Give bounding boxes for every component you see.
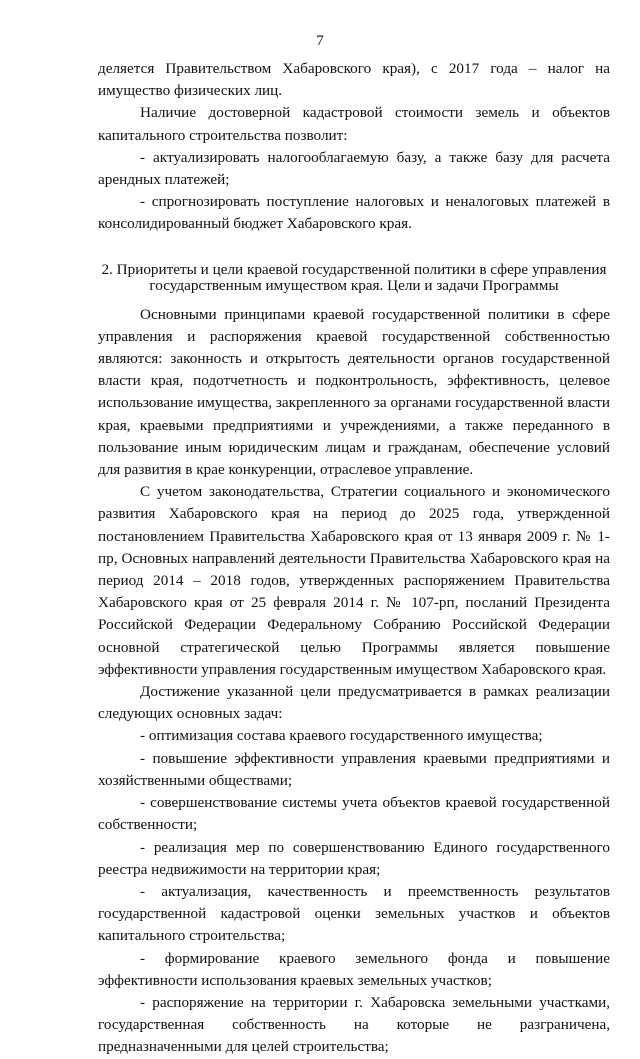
list-item-tax-base: - актуализировать налогооблагаемую базу, а также базу для расчета арендных платежей; [98,148,610,189]
list-item-task: - распоряжение на территории г. Хабаровска земельными участками, государственная собственность на которые не разграничена, предназначенными для целей строительства; [98,993,610,1056]
list-item-task: - реализация мер по совершенствованию Единого государственного реестра недвижимости на территории края; [98,838,610,878]
list-item-task: - повышение эффективности управления краевыми предприятиями и хозяйственными обществами; [98,749,610,789]
paragraph-goal-achievement: Достижение указанной цели предусматривается в рамках реализации следующих основных задач: [98,683,610,723]
list-item-task: - совершенствование системы учета объектов краевой государственной собственности; [98,794,610,834]
paragraph-principles: Основными принципами краевой государственной политики в сфере управления и распоряжения краевой государственной собственностью являются: законность и открытость деятельности органов государственной власти края, подотчетность и подконтрольность, эффективность, целевое использование имущества, закрепленного за органами государственной власти края, краевыми предприятиями и учреждениями, а также переданного в пользование иным юридическим лицам и гражданам, обеспечение условий для развития в крае конкуренции, отраслевое управление. [98,305,610,479]
page-number: 7 [316,33,324,49]
paragraph-continuation: деляется Правительством Хабаровского края), с 2017 года – налог на имущество физических лиц. [98,60,610,100]
paragraph-cadastral-value: Наличие достоверной кадастровой стоимости земель и объектов капитального строительства позволит: [98,104,610,144]
list-item-task: - оптимизация состава краевого государственного имущества; [140,727,543,745]
page-content [98,58,610,1059]
paragraph-strategy: С учетом законодательства, Стратегии социального и экономического развития Хабаровского края на период до 2025 года, утвержденной постановлением Правительства Хабаровского края от 13 января 2009 г. № 1-пр, Основных направлений деятельности Правительства Хабаровского края на период 2014 – 2018 годов, утвержденных распоряжением Правительства Хабаровского края от 25 февраля 2014 г. № 107-рп, посланий Президента Российской Федерации Федеральному Собранию Российской Федерации основной стратегической целью Программы является повышение эффективности управления государственным имуществом Хабаровского края. [98,483,610,678]
section-heading: 2. Приоритеты и цели краевой государственной политики в сфере управления государственным имуществом края. Цели и задачи Программы [101,260,607,294]
list-item-task: - актуализация, качественность и преемственность результатов государственной кадастровой оценки земельных участков и объектов капитального строительства; [98,882,610,945]
list-item-task: - формирование краевого земельного фонда и повышение эффективности использования краевых земельных участков; [98,949,610,989]
list-item-forecast-payments: - спрогнозировать поступление налоговых и неналоговых платежей в консолидированный бюджет Хабаровского края. [98,193,610,233]
